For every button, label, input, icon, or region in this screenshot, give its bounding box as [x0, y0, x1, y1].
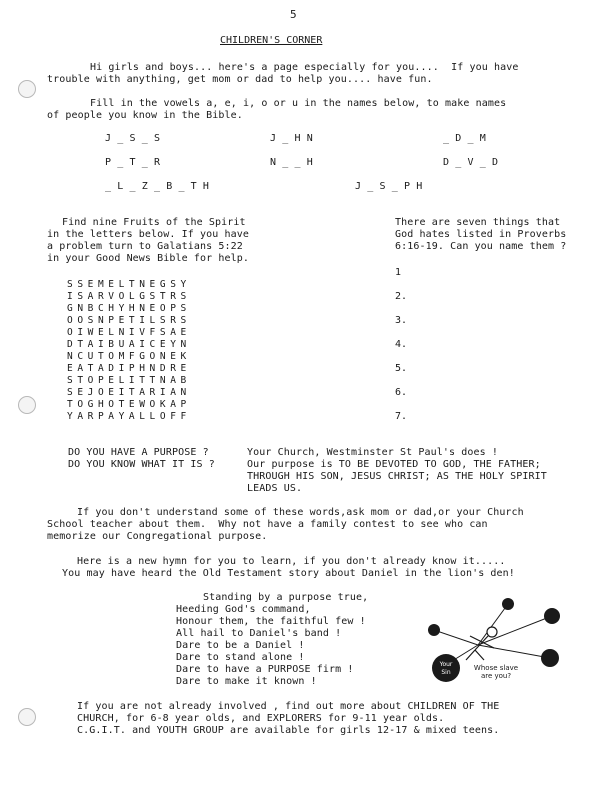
- answer-number-5: 5.: [395, 363, 408, 374]
- page-number: 5: [290, 8, 297, 21]
- answer-number-4: 4.: [395, 339, 408, 350]
- purpose-answer-line-2: Our purpose is TO BE DEVOTED TO GOD, THE FATHER;: [247, 459, 541, 470]
- fruits-instruction-line-4: in your Good News Bible for help.: [47, 253, 249, 264]
- word-search-row: YARPAYALLOFF: [67, 411, 191, 422]
- word-search-row: OOSNPETILSRS: [67, 315, 191, 326]
- closing-line-2: CHURCH, for 6-8 year olds, and EXPLORERS for 9-11 year olds.: [77, 713, 445, 724]
- answer-number-2: 2.: [395, 291, 408, 302]
- seven-things-line-1: There are seven things that: [395, 217, 561, 228]
- fruits-instruction-line-2: in the letters below. If you have: [47, 229, 249, 240]
- fruits-instruction-line-1: Find nine Fruits of the Spirit: [62, 217, 246, 228]
- answer-number-7: 7.: [395, 411, 408, 422]
- hymn-line-8: Dare to make it known !: [176, 676, 317, 687]
- purpose-question-1: DO YOU HAVE A PURPOSE ?: [68, 447, 209, 458]
- closing-line-3: C.G.I.T. and YOUTH GROUP are available for girls 12-17 & mixed teens.: [77, 725, 500, 736]
- vowels-instruction-line-1: Fill in the vowels a, e, i, o or u in the names below, to make names: [90, 98, 507, 109]
- chain-ball: [428, 624, 440, 636]
- sin-ball: [432, 654, 460, 682]
- word-search-row: OIWELNIVFSAE: [67, 327, 191, 338]
- closing-line-1: If you are not already involved , find out more about CHILDREN OF THE: [77, 701, 500, 712]
- hymn-line-5: Dare to be a Daniel !: [176, 640, 305, 651]
- answer-number-3: 3.: [395, 315, 408, 326]
- hymn-line-7: Dare to have a PURPOSE firm !: [176, 664, 354, 675]
- binder-hole-top: [18, 80, 36, 98]
- understand-line-2: School teacher about them. Why not have a family contest to see who can: [47, 519, 488, 530]
- puzzle-elizabeth: _ L _ Z _ B _ T H: [105, 181, 210, 192]
- seven-things-line-2: God hates listed in Proverbs: [395, 229, 567, 240]
- vowels-instruction-line-2: of people you know in the Bible.: [47, 110, 243, 121]
- page-title: CHILDREN'S CORNER: [220, 35, 323, 46]
- word-search-row: GNBCHYHNEOPS: [67, 303, 191, 314]
- purpose-answer-line-4: LEADS US.: [247, 483, 303, 494]
- word-search-row: SSEMELTNEGSY: [67, 279, 191, 290]
- binder-hole-bottom: [18, 708, 36, 726]
- word-search-row: SEJOEITARIAN: [67, 387, 191, 398]
- chain-ball: [544, 608, 560, 624]
- illustration-bubble-1: Whose slave: [473, 664, 519, 672]
- illustration-caption-left-1: Your: [439, 661, 453, 668]
- puzzle-john: J _ H N: [270, 133, 313, 144]
- hymn-intro-line-2: You may have heard the Old Testament story about Daniel in the lion's den!: [62, 568, 515, 579]
- understand-line-3: memorize our Congregational purpose.: [47, 531, 268, 542]
- stick-figure: [466, 627, 497, 660]
- puzzle-peter: P _ T _ R: [105, 157, 161, 168]
- intro-line-1: Hi girls and boys... here's a page especially for you.... If you have: [90, 62, 519, 73]
- chain-ball: [502, 598, 514, 610]
- hymn-line-2: Heeding God's command,: [176, 604, 311, 615]
- word-search-row: STOPELITTNAB: [67, 375, 191, 386]
- fruits-instruction-line-3: a problem turn to Galatians 5:22: [47, 241, 243, 252]
- word-search-row: EATADIPHNDRE: [67, 363, 191, 374]
- chain-ball: [541, 649, 559, 667]
- answer-number-6: 6.: [395, 387, 408, 398]
- puzzle-david: D _ V _ D: [443, 157, 499, 168]
- purpose-answer-line-1: Your Church, Westminster St Paul's does !: [247, 447, 498, 458]
- illustration-bubble-2: are you?: [480, 672, 512, 680]
- hymn-line-3: Honour them, the faithful few !: [176, 616, 366, 627]
- word-search-row: ISARVOLGSTRS: [67, 291, 191, 302]
- seven-things-line-3: 6:16-19. Can you name them ?: [395, 241, 567, 252]
- word-search-row: DTAIBUAICEYN: [67, 339, 191, 350]
- puzzle-joseph: J _ S _ P H: [355, 181, 423, 192]
- hymn-line-1: Standing by a purpose true,: [203, 592, 369, 603]
- understand-line-1: If you don't understand some of these words,ask mom or dad,or your Church: [77, 507, 524, 518]
- intro-line-2: trouble with anything, get mom or dad to help you.... have fun.: [47, 74, 433, 85]
- hymn-line-6: Dare to stand alone !: [176, 652, 305, 663]
- word-search-row: NCUTOMFGONEK: [67, 351, 191, 362]
- puzzle-noah: N _ _ H: [270, 157, 313, 168]
- slave-illustration: [420, 590, 570, 690]
- puzzle-adam: _ D _ M: [443, 133, 486, 144]
- word-search-row: TOGHOTEWOKAP: [67, 399, 191, 410]
- hymn-line-4: All hail to Daniel's band !: [176, 628, 342, 639]
- purpose-answer-line-3: THROUGH HIS SON, JESUS CHRIST; AS THE HOLY SPIRIT: [247, 471, 547, 482]
- hymn-intro-line-1: Here is a new hymn for you to learn, if you don't already know it.....: [77, 556, 506, 567]
- binder-hole-middle: [18, 396, 36, 414]
- puzzle-jesus: J _ S _ S: [105, 133, 161, 144]
- illustration-caption-left-2: Sin: [441, 669, 451, 676]
- answer-number-1: 1: [395, 267, 402, 278]
- purpose-question-2: DO YOU KNOW WHAT IT IS ?: [68, 459, 215, 470]
